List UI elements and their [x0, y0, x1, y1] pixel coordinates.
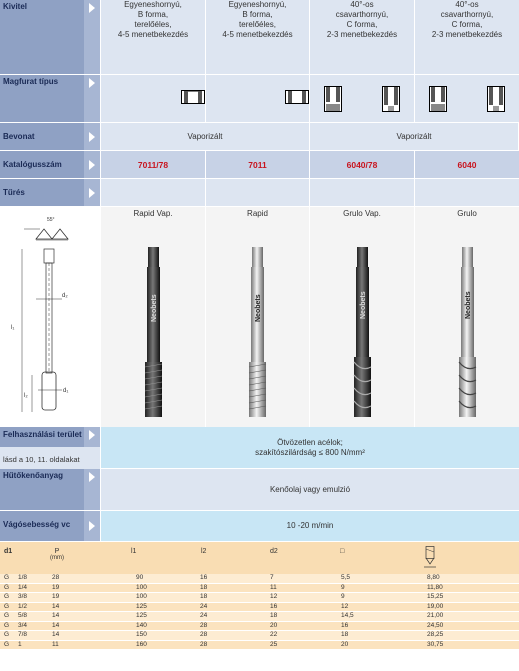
hutoken-value: Kenőolaj vagy emulzió	[100, 469, 519, 511]
table-row	[0, 622, 519, 631]
catalog-number: 6040/78	[309, 151, 414, 179]
header-l1: l1	[131, 548, 137, 555]
table-cell: 100	[136, 593, 147, 600]
svg-text:Neobets: Neobets	[151, 294, 158, 322]
tap-dimension-drawing	[0, 207, 100, 427]
table-cell: 5,5	[341, 574, 351, 581]
table-cell: 28	[200, 640, 208, 648]
table-row	[0, 574, 519, 583]
tures-col	[205, 179, 309, 207]
svg-text:d₁: d₁	[63, 388, 69, 394]
table-cell: 16	[200, 574, 208, 581]
table-cell: G	[4, 602, 10, 610]
table-row	[0, 631, 519, 640]
table-cell: 18	[341, 631, 349, 638]
row-hutoken	[0, 469, 519, 511]
label-kivitel: Kivitel	[0, 0, 100, 75]
table-cell: 15,25	[427, 593, 444, 600]
table-cell: 100	[136, 583, 147, 591]
catalog-number: 7011/78	[100, 151, 205, 179]
table-cell: 125	[136, 602, 147, 610]
table-row	[0, 603, 519, 612]
table-cell: 12	[270, 593, 278, 600]
kivitel-col-2: Egyeneshornyú, B forma, terelőéles, 4-5 menetbekezdés	[205, 0, 309, 75]
table-cell: 12	[341, 602, 349, 610]
table-cell: G	[4, 593, 10, 600]
table-cell: 11,80	[427, 583, 443, 591]
row-felhasznalasi	[0, 427, 519, 469]
bevonat-left: Vaporizált	[100, 123, 309, 151]
tool-name: Rapid	[247, 209, 268, 218]
table-cell: 11	[270, 583, 277, 591]
table-cell: 90	[136, 574, 144, 581]
table-cell: 28	[200, 631, 208, 638]
tool-name: Grulo	[457, 209, 477, 218]
kivitel-col-4: 40°-os csavarthornyú, C forma, 2-3 menetbekezdés	[414, 0, 519, 75]
svg-text:l₁: l₁	[11, 325, 15, 331]
svg-text:d₂: d₂	[62, 293, 68, 299]
table-row	[0, 612, 519, 621]
drill-icon	[424, 546, 436, 570]
arrow-icon	[84, 179, 100, 206]
row-magfurat	[0, 75, 519, 123]
table-cell: 9	[341, 593, 345, 600]
row-katalogus	[0, 151, 519, 179]
table-cell: 24	[200, 612, 208, 619]
table-cell: 19	[52, 593, 60, 600]
table-cell: 8,80	[427, 574, 440, 581]
kivitel-col-1: Egyeneshornyú, B forma, terelőéles, 4-5 menetbekezdés	[100, 0, 205, 75]
tool-image-rapid	[205, 207, 309, 427]
arrow-icon	[84, 427, 100, 447]
table-cell: G	[4, 631, 10, 638]
table-cell: 22	[270, 631, 278, 638]
header-l2: l2	[201, 548, 207, 555]
header-d2: d2	[270, 548, 278, 555]
through-hole-icon	[100, 75, 205, 123]
bevonat-right: Vaporizált	[309, 123, 518, 151]
tures-col	[309, 179, 414, 207]
arrow-icon	[84, 151, 100, 178]
table-cell: G	[4, 612, 10, 619]
svg-text:Neobets: Neobets	[360, 291, 367, 319]
label-magfurat: Magfurat típus	[0, 75, 100, 123]
label-vagosebesseg: Vágósebesség vc	[0, 511, 100, 542]
table-cell: 18	[270, 612, 278, 619]
table-cell: 150	[136, 631, 147, 638]
dimension-table-body	[0, 574, 519, 671]
label-tures: Tűrés	[0, 179, 100, 207]
row-tools	[0, 207, 519, 427]
table-cell: 3/4	[18, 621, 28, 629]
table-cell: 28,25	[427, 631, 444, 638]
table-cell: 16	[341, 621, 349, 629]
tures-col	[414, 179, 519, 207]
table-cell: 1/2	[18, 602, 28, 610]
arrow-icon	[84, 75, 100, 122]
table-cell: 28	[200, 621, 208, 629]
kivitel-col-3: 40°-os csavarthornyú, C forma, 2-3 menetbekezdés	[309, 0, 414, 75]
tool-image-grulo	[414, 207, 519, 427]
table-cell: 160	[136, 640, 147, 648]
header-d1: d1	[4, 548, 13, 555]
table-cell: 3/8	[18, 593, 28, 600]
tool-image-rapid-vap	[100, 207, 205, 427]
table-cell: 7/8	[18, 631, 28, 638]
table-cell: 14	[52, 621, 60, 629]
table-cell: G	[4, 583, 10, 591]
table-cell: 19,00	[427, 602, 444, 610]
row-bevonat	[0, 123, 519, 151]
svg-text:l₂: l₂	[24, 393, 28, 399]
table-cell: 24,50	[427, 621, 444, 629]
svg-text:Neobets: Neobets	[465, 291, 472, 319]
svg-text:Neobets: Neobets	[255, 294, 262, 322]
row-kivitel	[0, 0, 519, 75]
table-cell: 28	[52, 574, 60, 581]
tool-image-grulo-vap	[309, 207, 414, 427]
table-row	[0, 641, 519, 650]
table-cell: G	[4, 621, 10, 629]
table-cell: 11	[52, 640, 59, 648]
table-cell: 21,00	[427, 612, 444, 619]
table-cell: 5/8	[18, 612, 28, 619]
label-katalogus: Katalógusszám	[0, 151, 100, 179]
catalog-number: 6040	[414, 151, 519, 179]
header-p: P (mm)	[50, 548, 64, 561]
header-square: □	[340, 548, 345, 555]
label-hutoken: Hűtőkenőanyag	[0, 469, 100, 511]
arrow-icon	[84, 123, 100, 150]
table-cell: 140	[136, 621, 147, 629]
label-bevonat: Bevonat	[0, 123, 100, 151]
blind-hole-icon	[309, 75, 414, 123]
table-cell: 125	[136, 612, 147, 619]
arrow-icon	[84, 469, 100, 510]
table-cell: 1/8	[18, 574, 28, 581]
table-cell: 16	[270, 602, 278, 610]
table-cell: 20	[270, 621, 278, 629]
table-cell: 18	[200, 583, 208, 591]
table-cell: 24	[200, 602, 208, 610]
table-cell: 30,75	[427, 640, 444, 648]
table-cell: 20	[341, 640, 349, 648]
tool-name: Rapid Vap.	[133, 209, 173, 218]
label-felhasznalasi: Felhasználási terület lásd a 10, 11. oldalakat	[0, 427, 100, 469]
table-cell: 14	[52, 631, 60, 638]
table-cell: 9	[341, 583, 345, 591]
table-cell: 1/4	[18, 583, 28, 591]
through-hole-icon	[205, 75, 309, 123]
table-cell: 14	[52, 602, 60, 610]
table-cell: 1	[18, 640, 22, 648]
table-row	[0, 593, 519, 602]
table-cell: 19	[52, 583, 60, 591]
arrow-icon	[84, 0, 100, 74]
table-cell: 18	[200, 593, 208, 600]
table-cell: G	[4, 640, 10, 648]
table-cell: 14	[52, 612, 60, 619]
svg-text:55°: 55°	[47, 217, 55, 223]
tool-name: Grulo Vap.	[343, 209, 381, 218]
table-cell: 25	[270, 640, 278, 648]
tures-col	[100, 179, 205, 207]
table-cell: 7	[270, 574, 274, 581]
table-cell: G	[4, 574, 10, 581]
blind-hole-icon	[414, 75, 519, 123]
dimension-table-header	[0, 542, 519, 574]
table-row	[0, 584, 519, 593]
row-tures	[0, 179, 519, 207]
row-vagosebesseg	[0, 511, 519, 542]
table-cell: 14,5	[341, 612, 354, 619]
catalog-number: 7011	[205, 151, 309, 179]
arrow-icon	[84, 511, 100, 541]
felhasznalasi-value: Ötvözetlen acélok; szakítószilárdság ≤ 800 N/mm²	[100, 427, 519, 469]
vagosebesseg-value: 10 -20 m/min	[100, 511, 519, 542]
